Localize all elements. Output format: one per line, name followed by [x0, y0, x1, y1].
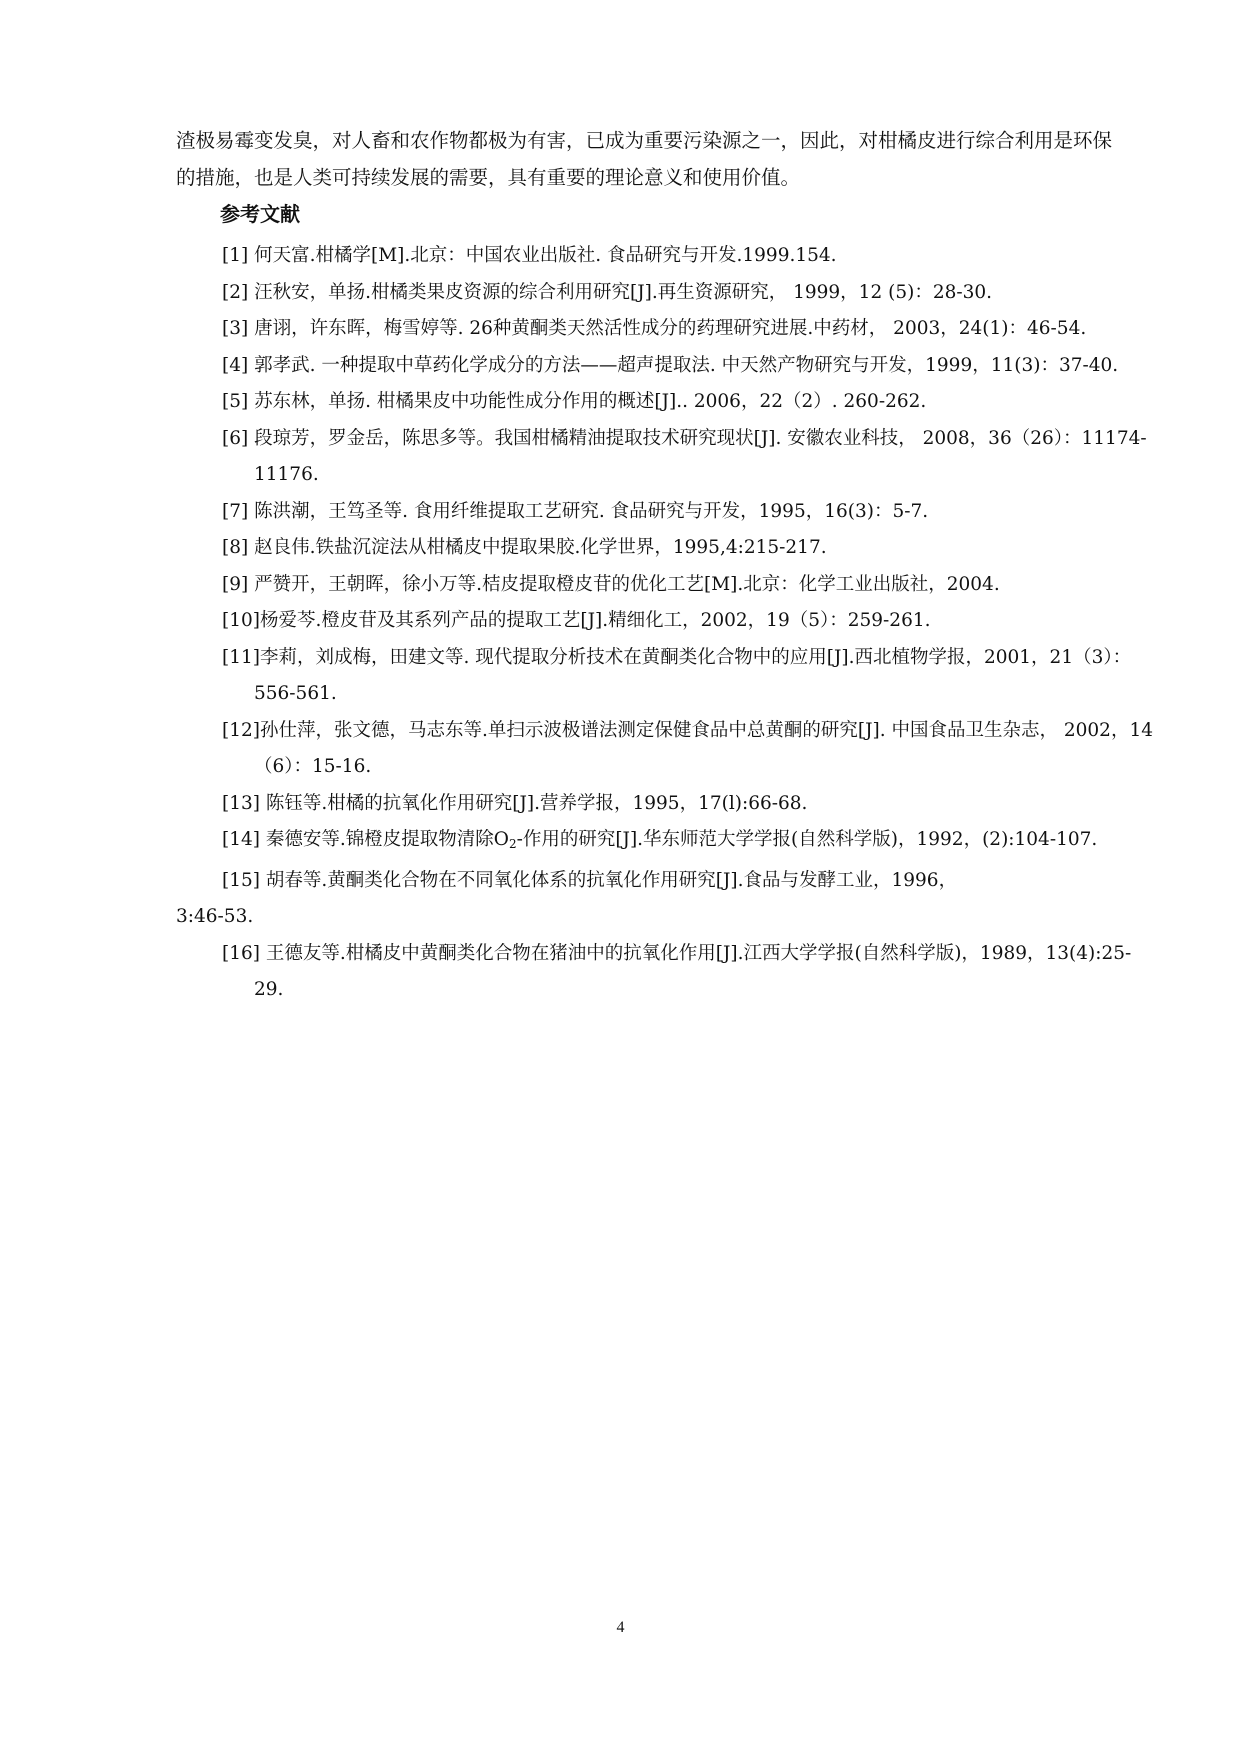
reference-item-1: [1] 何天富.柑橘学[M].北京：中国农业出版社. 食品研究与开发.1999.154. — [222, 245, 837, 266]
page-number: 4 — [616, 1619, 625, 1636]
reference-item-5: [5] 苏东林，单扬. 柑橘果皮中功能性成分作用的概述[J].. 2006，22（2）. 260-262. — [222, 391, 927, 412]
reference-item-4: [4] 郭孝武. 一种提取中草药化学成分的方法——超声提取法. 中天然产物研究与开发，1999，11(3)：37-40. — [222, 354, 1119, 376]
reference-item-13: [13] 陈钰等.柑橘的抗氧化作用研究[J].营养学报，1995，17(l):66-68. — [222, 792, 808, 814]
reference-item-3: [3] 唐诩，许东晖，梅雪婷等. 26种黄酮类天然活性成分的药理研究进展.中药材， 2003，24(1)：46-54. — [222, 318, 1087, 339]
reference-item-16: [16] 王德友等.柑橘皮中黄酮类化合物在猪油中的抗氧化作用[J].江西大学学报(自然科学版)，1989，13(4):25-29. — [222, 942, 1132, 1000]
subscript-2: 2 — [508, 837, 517, 851]
intro-paragraph: 渣极易霉变发臭，对人畜和农作物都极为有害，已成为重要污染源之一，因此，对柑橘皮进行综合利用是环保的措施，也是人类可持续发展的需要，具有重要的理论意义和使用价值。 — [176, 129, 1113, 189]
reference-item-12: [12]孙仕萍，张文德，马志东等.单扫示波极谱法测定保健食品中总黄酮的研究[J]. 中国食品卫生杂志， 2002，14（6）：15-16. — [222, 719, 1153, 777]
reference-item-15: [15] 胡春等.黄酮类化合物在不同氧化体系的抗氧化作用研究[J].食品与发酵工业，1996， 3:46-53. — [222, 863, 1154, 936]
reference-item-14: [14] 秦德安等.锦橙皮提取物清除$O_2-$作用的研究[J].华东师范大学学报(自然科学版)，1992，(2):104-107. — [222, 829, 1098, 851]
reference-item-6: [6] 段琼芳，罗金岳，陈思多等。我国柑橘精油提取技术研究现状[J]. 安徽农业科技， 2008，36（26）：11174-11176. — [222, 427, 1147, 485]
references-heading: 参考文献 — [220, 202, 300, 226]
reference-15-continuation: 3:46-53. — [176, 906, 254, 927]
reference-item-10: [10]杨爱芩.橙皮苷及其系列产品的提取工艺[J].精细化工，2002，19（5）：259-261. — [222, 610, 931, 631]
reference-item-11: [11]李莉，刘成梅，田建文等. 现代提取分析技术在黄酮类化合物中的应用[J].西北植物学报，2001，21（3）：556-561. — [222, 646, 1132, 704]
reference-item-9: [9] 严赞开，王朝晖，徐小万等.桔皮提取橙皮苷的优化工艺[M].北京：化学工业出版社，2004. — [222, 573, 1000, 595]
references-list — [0, 238, 1241, 1009]
reference-item-7: [7] 陈洪潮，王笃圣等. 食用纤维提取工艺研究. 食品研究与开发，1995，16(3)：5-7. — [222, 500, 929, 522]
reference-item-8: [8] 赵良伟.铁盐沉淀法从柑橘皮中提取果胶.化学世界，1995,4:215-217. — [222, 537, 827, 558]
reference-item-2: [2] 汪秋安，单扬.柑橘类果皮资源的综合利用研究[J].再生资源研究， 1999，12 (5)：28-30. — [222, 281, 993, 303]
